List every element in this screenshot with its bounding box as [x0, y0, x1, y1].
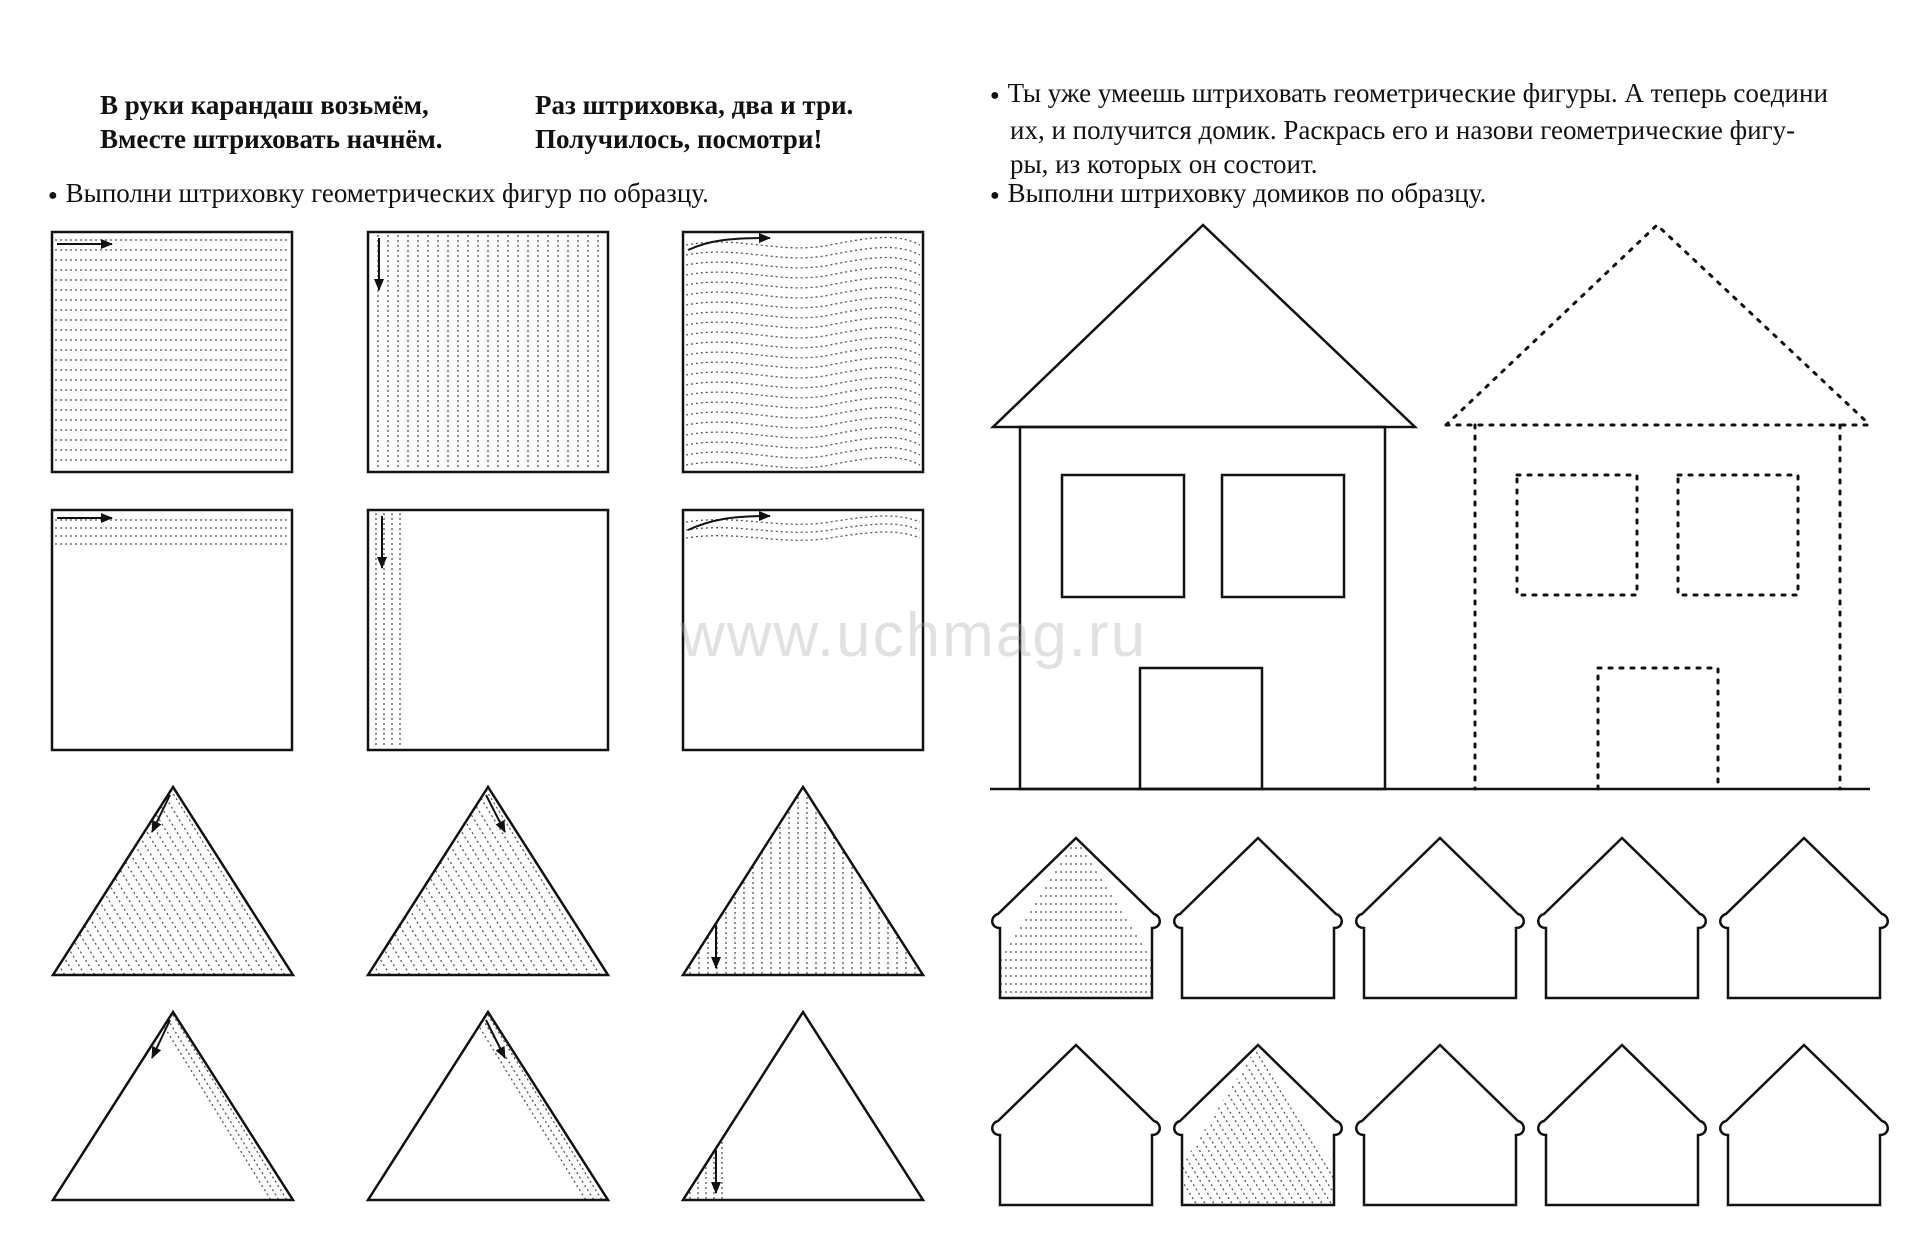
dotted-roof	[1446, 225, 1870, 425]
small-house-outline	[1720, 838, 1888, 998]
hatch-line	[686, 338, 920, 348]
hatch-line	[0, 777, 81, 985]
hatch-line	[686, 318, 920, 328]
hatch-line	[0, 777, 101, 985]
hatch-line	[173, 1002, 301, 1210]
bullet-icon: ●	[48, 186, 58, 204]
hatch-line	[298, 777, 426, 985]
hatch-line	[103, 777, 231, 985]
hatch-line	[686, 288, 920, 298]
poem-line: Получилось, посмотри!	[535, 124, 823, 154]
hatch-line	[278, 777, 406, 985]
hatch-line	[686, 328, 920, 338]
hatch-line	[448, 777, 576, 985]
right-instruction-line: их, и получится домик. Раскрась его и назови геометрические фигу-	[1010, 114, 1796, 145]
house-window	[1222, 475, 1344, 597]
hatch-line	[328, 777, 456, 985]
hatch-line	[458, 777, 586, 985]
hatch-line	[686, 408, 920, 418]
right-instruction-line: ры, из которых он состоит.	[1010, 148, 1318, 179]
triangle-shape	[368, 787, 608, 975]
hatch-line	[1210, 1035, 1320, 1215]
hatch-line	[1129, 1035, 1239, 1215]
hatch-line	[686, 278, 920, 288]
hatch-group	[258, 777, 616, 985]
hatch-line	[1255, 1035, 1365, 1215]
hatch-line	[1174, 1035, 1284, 1215]
hatch-line	[133, 777, 261, 985]
small-house-outline	[1356, 838, 1524, 998]
hatch-group	[995, 848, 1158, 992]
hatch-line	[1246, 1035, 1356, 1215]
hatch-line	[1273, 1035, 1383, 1215]
hatch-line	[464, 1002, 592, 1210]
bullet-icon: ●	[990, 186, 1000, 204]
hatch-line	[0, 777, 121, 985]
hatch-line	[143, 777, 271, 985]
hatch-line	[1291, 1035, 1401, 1215]
square-shape	[683, 232, 923, 472]
hatch-line	[149, 1002, 277, 1210]
triangle-shape	[683, 787, 923, 975]
house-window	[1062, 475, 1184, 597]
hatch-line	[83, 777, 211, 985]
hatch-line	[1138, 1035, 1248, 1215]
hatch-line	[157, 1002, 285, 1210]
right-instruction-2-text: Выполни штриховку домиков по образцу.	[1007, 178, 1487, 208]
hatch-line	[478, 777, 606, 985]
hatch-line	[1192, 1035, 1302, 1215]
poem-line: В руки карандаш возьмём,	[100, 90, 429, 120]
hatch-line	[0, 777, 91, 985]
hatch-line	[163, 777, 291, 985]
hatch-line	[686, 258, 920, 268]
hatch-line	[153, 777, 281, 985]
dotted-door	[1598, 668, 1718, 789]
hatch-line	[488, 1002, 616, 1210]
poem-line: Раз штриховка, два и три.	[535, 90, 854, 120]
square-shape	[52, 232, 292, 472]
square-shape	[52, 510, 292, 750]
house-roof	[993, 225, 1415, 427]
hatch-line	[1111, 1035, 1221, 1215]
hatch-line	[0, 777, 71, 985]
hatch-line	[1156, 1035, 1266, 1215]
square-shape	[368, 510, 608, 750]
hatch-line	[1093, 1035, 1203, 1215]
hatch-line	[1282, 1035, 1392, 1215]
hatch-group	[0, 777, 301, 985]
hatch-line	[686, 378, 920, 388]
house-door	[1140, 668, 1262, 789]
hatch-line	[0, 777, 111, 985]
hatch-line	[418, 777, 546, 985]
right-instruction-line: Ты уже умеешь штриховать геометрические фигуры. А теперь соедини	[1007, 78, 1828, 108]
hatch-line	[686, 418, 920, 428]
small-house-outline	[1538, 838, 1706, 998]
watermark: www.uchmag.ru	[680, 601, 1148, 670]
hatch-line	[480, 1002, 608, 1210]
hatch-line	[308, 777, 436, 985]
hatch-line	[23, 777, 151, 985]
hatch-group	[690, 1012, 722, 1200]
hatch-group	[1093, 1035, 1428, 1215]
hatch-line	[686, 524, 920, 532]
hatch-line	[33, 777, 161, 985]
hatch-line	[686, 448, 920, 458]
hatch-line	[113, 777, 241, 985]
hatch-line	[472, 1002, 600, 1210]
hatch-line	[288, 777, 416, 985]
hatch-line	[686, 398, 920, 408]
hatch-line	[165, 1002, 293, 1210]
hatch-line	[43, 777, 171, 985]
bullet-icon: ●	[990, 86, 1000, 104]
hatch-line	[686, 368, 920, 378]
hatch-line	[488, 777, 616, 985]
hatch-line	[1300, 1035, 1410, 1215]
hatch-line	[686, 238, 920, 248]
hatch-line	[686, 308, 920, 318]
left-instruction-text: Выполни штриховку геометрических фигур по образцу.	[65, 178, 709, 208]
hatch-line	[13, 777, 141, 985]
poem-line: Вместе штриховать начнём.	[100, 124, 443, 154]
hatch-line	[1201, 1035, 1311, 1215]
small-house-outline	[992, 1045, 1160, 1205]
hatch-line	[398, 777, 526, 985]
hatch-line	[268, 777, 396, 985]
triangle-shape	[53, 787, 293, 975]
hatch-line	[686, 268, 920, 278]
triangle-shape	[683, 1012, 923, 1200]
small-house-outline	[1356, 1045, 1524, 1205]
small-house-outline	[1174, 838, 1342, 998]
hatch-line	[686, 298, 920, 308]
dotted-window	[1678, 475, 1798, 595]
hatch-line	[173, 777, 301, 985]
hatch-line	[686, 358, 920, 368]
hatch-line	[468, 777, 596, 985]
hatch-line	[1237, 1035, 1347, 1215]
hatch-line	[686, 348, 920, 358]
small-house-outline	[992, 838, 1160, 998]
hatch-group	[690, 787, 915, 975]
hatch-line	[686, 388, 920, 398]
hatch-line	[358, 777, 486, 985]
hatch-line	[686, 458, 920, 468]
dotted-window	[1517, 475, 1637, 595]
hatch-line	[686, 428, 920, 438]
hatch-line	[348, 777, 476, 985]
arrow-icon	[688, 238, 770, 250]
hatch-line	[686, 532, 920, 540]
hatch-line	[1228, 1035, 1338, 1215]
hatch-line	[338, 777, 466, 985]
hatch-line	[258, 777, 386, 985]
hatch-line	[686, 438, 920, 448]
small-house-outline	[1538, 1045, 1706, 1205]
arrow-icon	[688, 516, 770, 530]
hatch-line	[1102, 1035, 1212, 1215]
small-house-outline	[1720, 1045, 1888, 1205]
hatch-line	[686, 248, 920, 258]
